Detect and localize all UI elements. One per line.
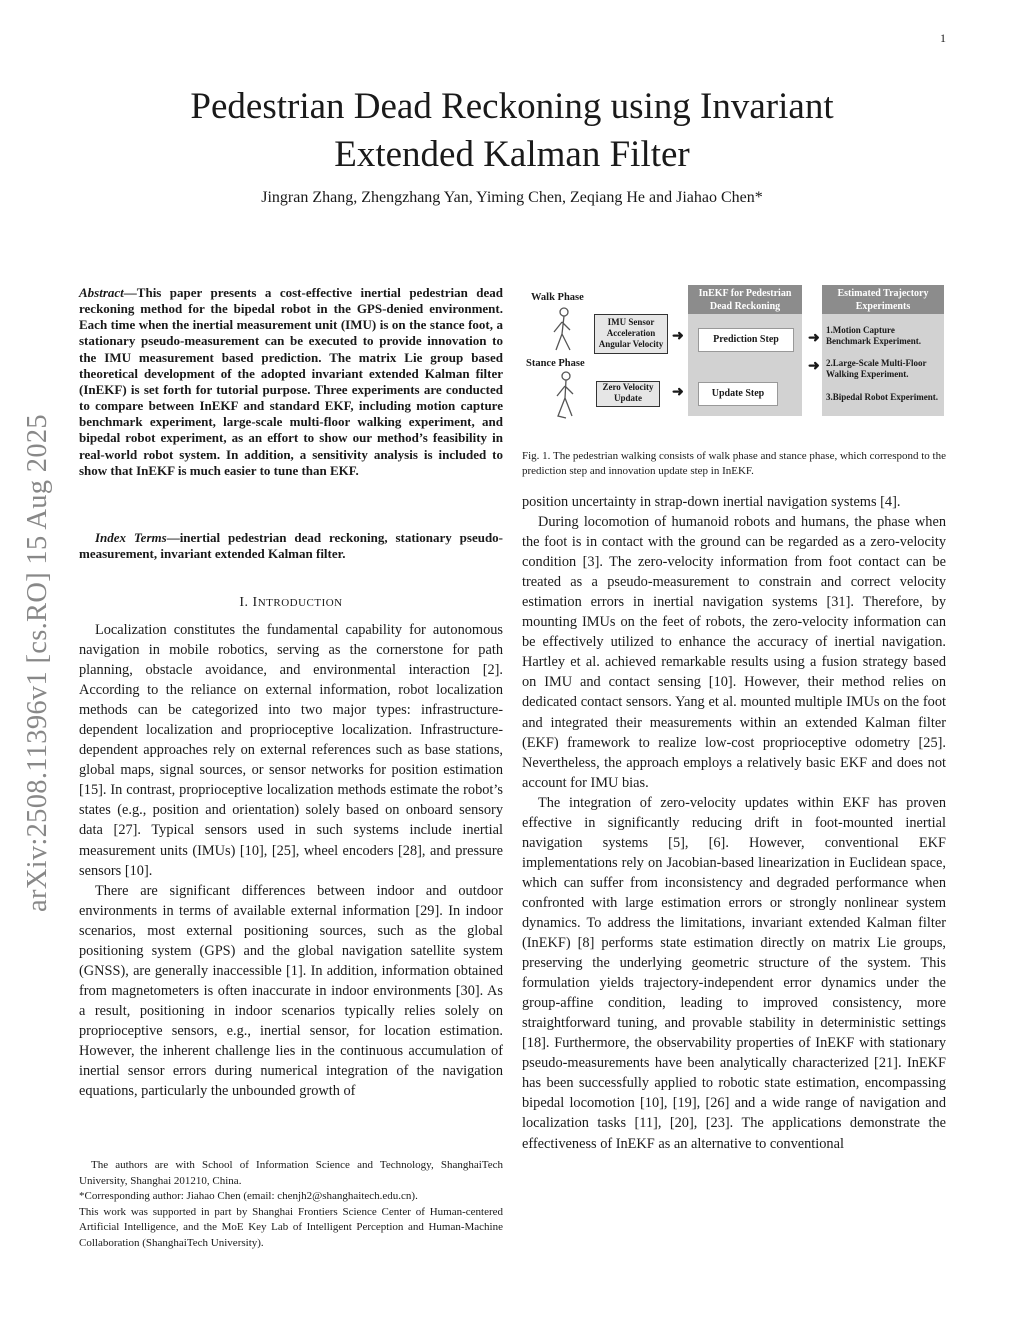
footnotes [79, 1158, 503, 1252]
right-paragraph-1: During locomotion of humanoid robots and humans, the phase when the foot is in contact with the ground can be regarded as a zero-velocity condition [3]. The zero-velocity information from foot contact can be treated as a pseudo-measurement to constrain and correct velocity estimation errors in inertial navigation systems [31]. Therefore, by mounting IMUs on the feet of robots, the zero-velocity information can be effectively utilized to enhance the accuracy of inertial navigation. Hartley et al. achieved remarkable results using a fusion strategy based on IMU and contact sensing [10]. However, their method relies on dedicated contact sensors. Yang et al. mounted multiple IMUs on the foot and integrated their measurements within an extended Kalman filter (EKF) framework to realize low-cost proprioceptive odometry [25]. Nevertheless, the approach employs a relatively basic EKF and does not account for IMU bias. [522, 514, 946, 791]
inekf-header: InEKF for Pedestrian Dead Reckoning [688, 285, 802, 314]
arrow-right-icon: ➜ [808, 331, 820, 346]
experiment-1: 1.Motion Capture Benchmark Experiment. [826, 325, 921, 346]
abstract-label: Abstract [79, 285, 124, 300]
title-line-2: Extended Kalman Filter [334, 134, 690, 175]
arrow-right-icon: ➜ [808, 359, 820, 374]
introduction-body [79, 620, 503, 1101]
footnote-funding: This work was supported in part by Shanghai Frontiers Science Center of Human-centered Artificial Intelligence, and the MoE Key Lab of Intelligent Perception and Human-Machine Collaboration (ShanghaiTech University). [79, 1205, 503, 1249]
right-paragraph-0: position uncertainty in strap-down inertial navigation systems [4]. [522, 494, 901, 510]
arxiv-stamp [14, 365, 62, 960]
walk-phase-label: Walk Phase [531, 292, 584, 303]
experiment-2: 2.Large-Scale Multi-Floor Walking Experiment. [826, 358, 927, 379]
experiment-3: 3.Bipedal Robot Experiment. [826, 392, 939, 402]
prediction-step-box: Prediction Step [698, 328, 794, 352]
stance-phase-label: Stance Phase [526, 358, 585, 369]
arrow-right-icon: ➜ [672, 385, 684, 400]
arrow-right-icon: ➜ [672, 329, 684, 344]
authors: Jingran Zhang, Zhengzhang Yan, Yiming Chen, Zeqiang He and Jiahao Chen* [261, 189, 763, 206]
update-step-box: Update Step [698, 382, 778, 406]
abstract-text: —This paper presents a cost-effective inertial pedestrian dead reckoning method for the bipedal robot in the GPS-denied environment. Each time when the inertial measurement unit (IMU) is on the stance foot, a stationary pseudo-measurement can be executed to provide innovation to the IMU measurement based prediction. The matrix Lie group based theoretical development of the adopted invariant extended Kalman filter (InEKF) is set forth for tutorial purpose. Three experiments are conducted to compare between InEKF and standard EKF, including motion capture benchmark experiment, large-scale multi-floor walking experiment, and bipedal robot experiment, as an effort to show our method’s feasibility in real-world robot system. In addition, a sensitivity analysis is included to show that InEKF is much easier to tune than EKF. [79, 285, 503, 478]
right-column-body [522, 492, 946, 1154]
section-first-letter: I [252, 595, 258, 610]
footnote-affiliation: The authors are with School of Information Science and Technology, ShanghaiTech University, Shanghai 201210, China. [79, 1159, 503, 1187]
abstract [79, 285, 503, 479]
title-line-1: Pedestrian Dead Reckoning using Invariant [190, 86, 834, 127]
index-label: Index Terms [95, 530, 167, 545]
page-number: 1 [940, 31, 946, 45]
section-rest: NTRODUCTION [257, 597, 343, 609]
trajectory-header: Estimated Trajectory Experiments [822, 285, 944, 314]
index-terms [79, 530, 503, 562]
figure-1-caption: Fig. 1. The pedestrian walking consists of walk phase and stance phase, which correspond to the prediction step and innovation update step in InEKF. [522, 450, 946, 478]
intro-paragraph-2: There are significant differences between indoor and outdoor environments in terms of available external information [29]. In indoor scenarios, most external positioning sources, such as the global positioning system (GPS) and the global navigation satellite system (GNSS), are generally inaccessible [1]. In addition, information obtained from magnetometers is often inaccurate in indoor environments [30]. As a result, positioning in indoor scenarios typically relies solely on proprioceptive sensors, e.g., inertial sensor, for location estimation. However, the inherent challenge lies in the continuous accumulation of inertial sensor errors during numerical integration of the navigation equations, particularly the unbounded growth of [79, 882, 503, 1100]
imu-sensor-box: IMU Sensor Acceleration Angular Velocity [594, 314, 668, 354]
walking-figure-icon [542, 306, 590, 426]
arxiv-id: arXiv:2508.11396v1 [cs.RO] 15 Aug 2025 [22, 413, 53, 912]
section-number: I. [239, 595, 249, 610]
right-paragraph-2: The integration of zero-velocity updates within EKF has proven effective in significantly reducing drift in foot-mounted inertial navigation systems [5], [6]. However, conventional EKF implementations rely on Jacobian-based linearization in Euclidean space, which can suffer from inconsistency and degraded performance when confronted with large estimation errors or strongly nonlinear system dynamics. To address the limitations, invariant extended Kalman filter (InEKF) [8] performs state estimation directly on matrix Lie groups, preserving the underlying geometric structure of the system. This formulation yields trajectory-independent error dynamics under the group-affine condition, leading to improved consistency, more straightforward tuning, and provable stability in deterministic settings [18]. Furthermore, the observability properties of InEKF with stationary pseudo-measurements have been analytically characterized [21]. InEKF has been successfully applied to robotic state estimation, encompassing bipedal locomotion [10], [19], [26] and a wide range of navigation and localization tasks [11], [20], [23]. The applications demonstrate the effectiveness of InEKF as an alternative to conventional [522, 794, 946, 1152]
zero-velocity-box: Zero Velocity Update [596, 381, 660, 407]
figure-1 [522, 284, 946, 432]
section-heading-introduction [79, 595, 503, 611]
footnote-corresponding: *Corresponding author: Jiahao Chen (email: chenjh2@shanghaitech.edu.cn). [79, 1190, 418, 1203]
index-text: —inertial pedestrian dead reckoning, stationary pseudo-measurement, invariant extended Kalman filter. [79, 530, 504, 562]
paper-title [0, 83, 1024, 179]
intro-paragraph-1: Localization constitutes the fundamental capability for autonomous navigation in mobile robotics, serving as the cornerstone for path planning, obstacle avoidance, and environmental interaction [2]. According to the reliance on external information, robot localization methods can be categorized into two major types: infrastructure-dependent localization and proprioceptive localization. Infrastructure-dependent approaches rely on external references such as base stations, global maps, signal sources, or sensor networks for position estimation [15]. In contrast, proprioceptive localization methods estimate the robot’s states (e.g., position and orientation) solely based on onboard sensory data [27]. Typical sensors used in such systems include inertial measurement units (IMUs) [10], [25], wheel encoders [28], and pressure sensors [10]. [79, 622, 503, 879]
